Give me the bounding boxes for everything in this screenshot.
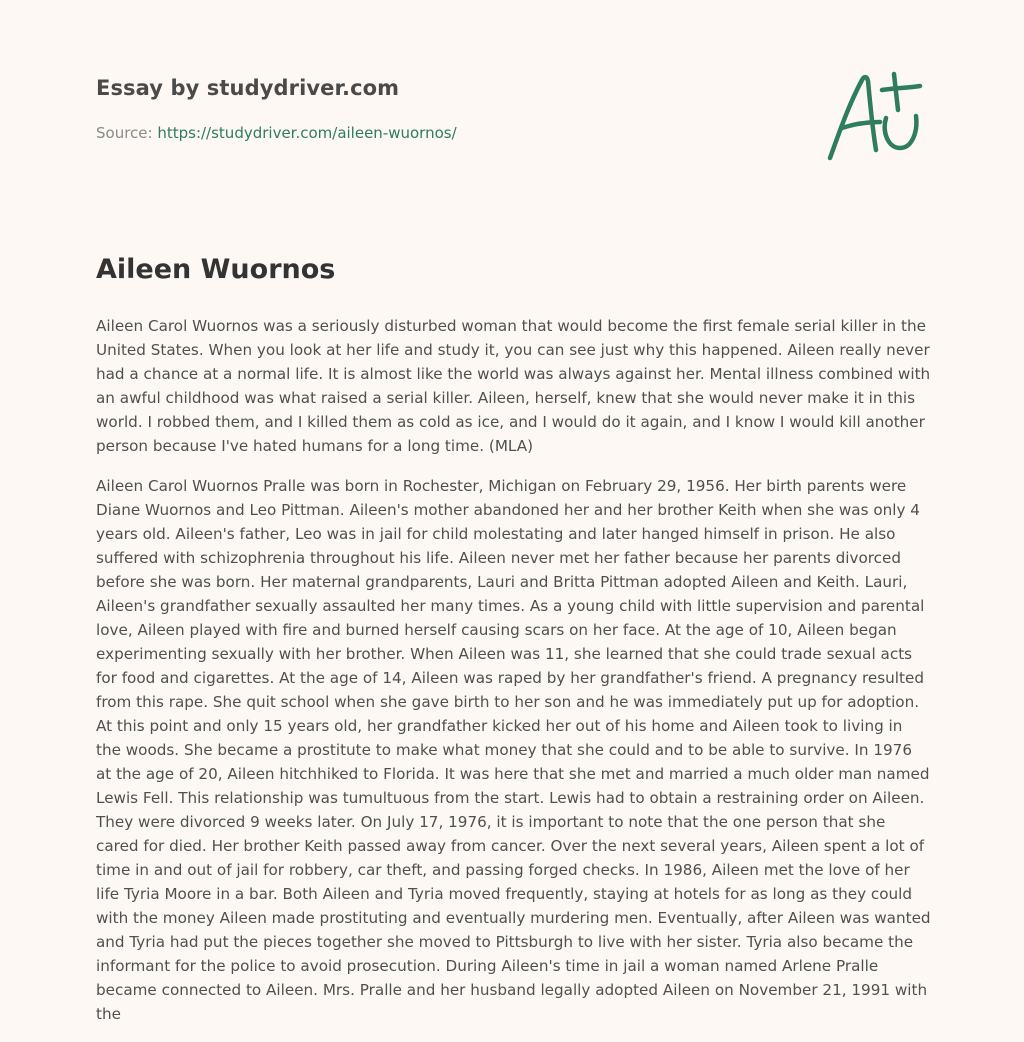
essay-body bbox=[96, 314, 932, 1042]
site-brand: Essay by studydriver.com bbox=[96, 76, 400, 100]
a-plus-logo-icon bbox=[820, 66, 930, 166]
essay-paragraph: Aileen Carol Wuornos Pralle was born in Rochester, Michigan on February 29, 1956. Her birth parents were Diane Wuornos and Leo Pittman. Aileen's mother abandoned her and her brother Keith when she was only 4 years old. Aileen's father, Leo was in jail for child molestating and later hanged himself in prison. He also suffered with schizophrenia throughout his life. Aileen never met her father because her parents divorced before she was born. Her maternal grandparents, Lauri and Britta Pittman adopted Aileen and Keith. Lauri, Aileen's grandfather sexually assaulted her many times. As a young child with little supervision and parental love, Aileen played with fire and burned herself causing scars on her face. At the age of 10, Aileen began experimenting sexually with her brother. When Aileen was 11, she learned that she could trade sexual acts for food and cigarettes. At the age of 14, Aileen was raped by her grandfather's friend. A pregnancy resulted from this rape. She quit school when she gave birth to her son and he was immediately put up for adoption. At this point and only 15 years old, her grandfather kicked her out of his home and Aileen took to living in the woods. She became a prostitute to make what money that she could and to be able to survive. In 1976 at the age of 20, Aileen hitchhiked to Florida. It was here that she met and married a much older man named Lewis Fell. This relationship was tumultuous from the start. Lewis had to obtain a restraining order on Aileen. They were divorced 9 weeks later. On July 17, 1976, it is important to note that the one person that she cared for died. Her brother Keith passed away from cancer. Over the next several years, Aileen spent a lot of time in and out of jail for robbery, car theft, and passing forged checks. In 1986, Aileen met the love of her life Tyria Moore in a bar. Both Aileen and Tyria moved frequently, staying at hotels for as long as they could with the money Aileen made prostituting and eventually murdering men. Eventually, after Aileen was wanted and Tyria had put the pieces together she moved to Pittsburgh to live with her sister. Tyria also became the informant for the police to avoid prosecution. During Aileen's time in jail a woman named Arlene Pralle became connected to Aileen. Mrs. Pralle and her husband legally adopted Aileen on November 21, 1991 with the bbox=[96, 477, 931, 1023]
source-line bbox=[96, 124, 457, 142]
source-label: Source: bbox=[96, 124, 158, 142]
essay-paragraph: Aileen Carol Wuornos was a seriously disturbed woman that would become the first female serial killer in the United States. When you look at her life and study it, you can see just why this happened. Aileen really never had a chance at a normal life. It is almost like the world was always against her. Mental illness combined with an awful childhood was what raised a serial killer. Aileen, herself, knew that she would never make it in this world. I robbed them, and I killed them as cold as ice, and I would do it again, and I know I would kill another person because I've hated humans for a long time. (MLA) bbox=[96, 317, 931, 455]
source-link[interactable]: https://studydriver.com/aileen-wuornos/ bbox=[157, 124, 457, 142]
essay-title: Aileen Wuornos bbox=[96, 254, 336, 285]
